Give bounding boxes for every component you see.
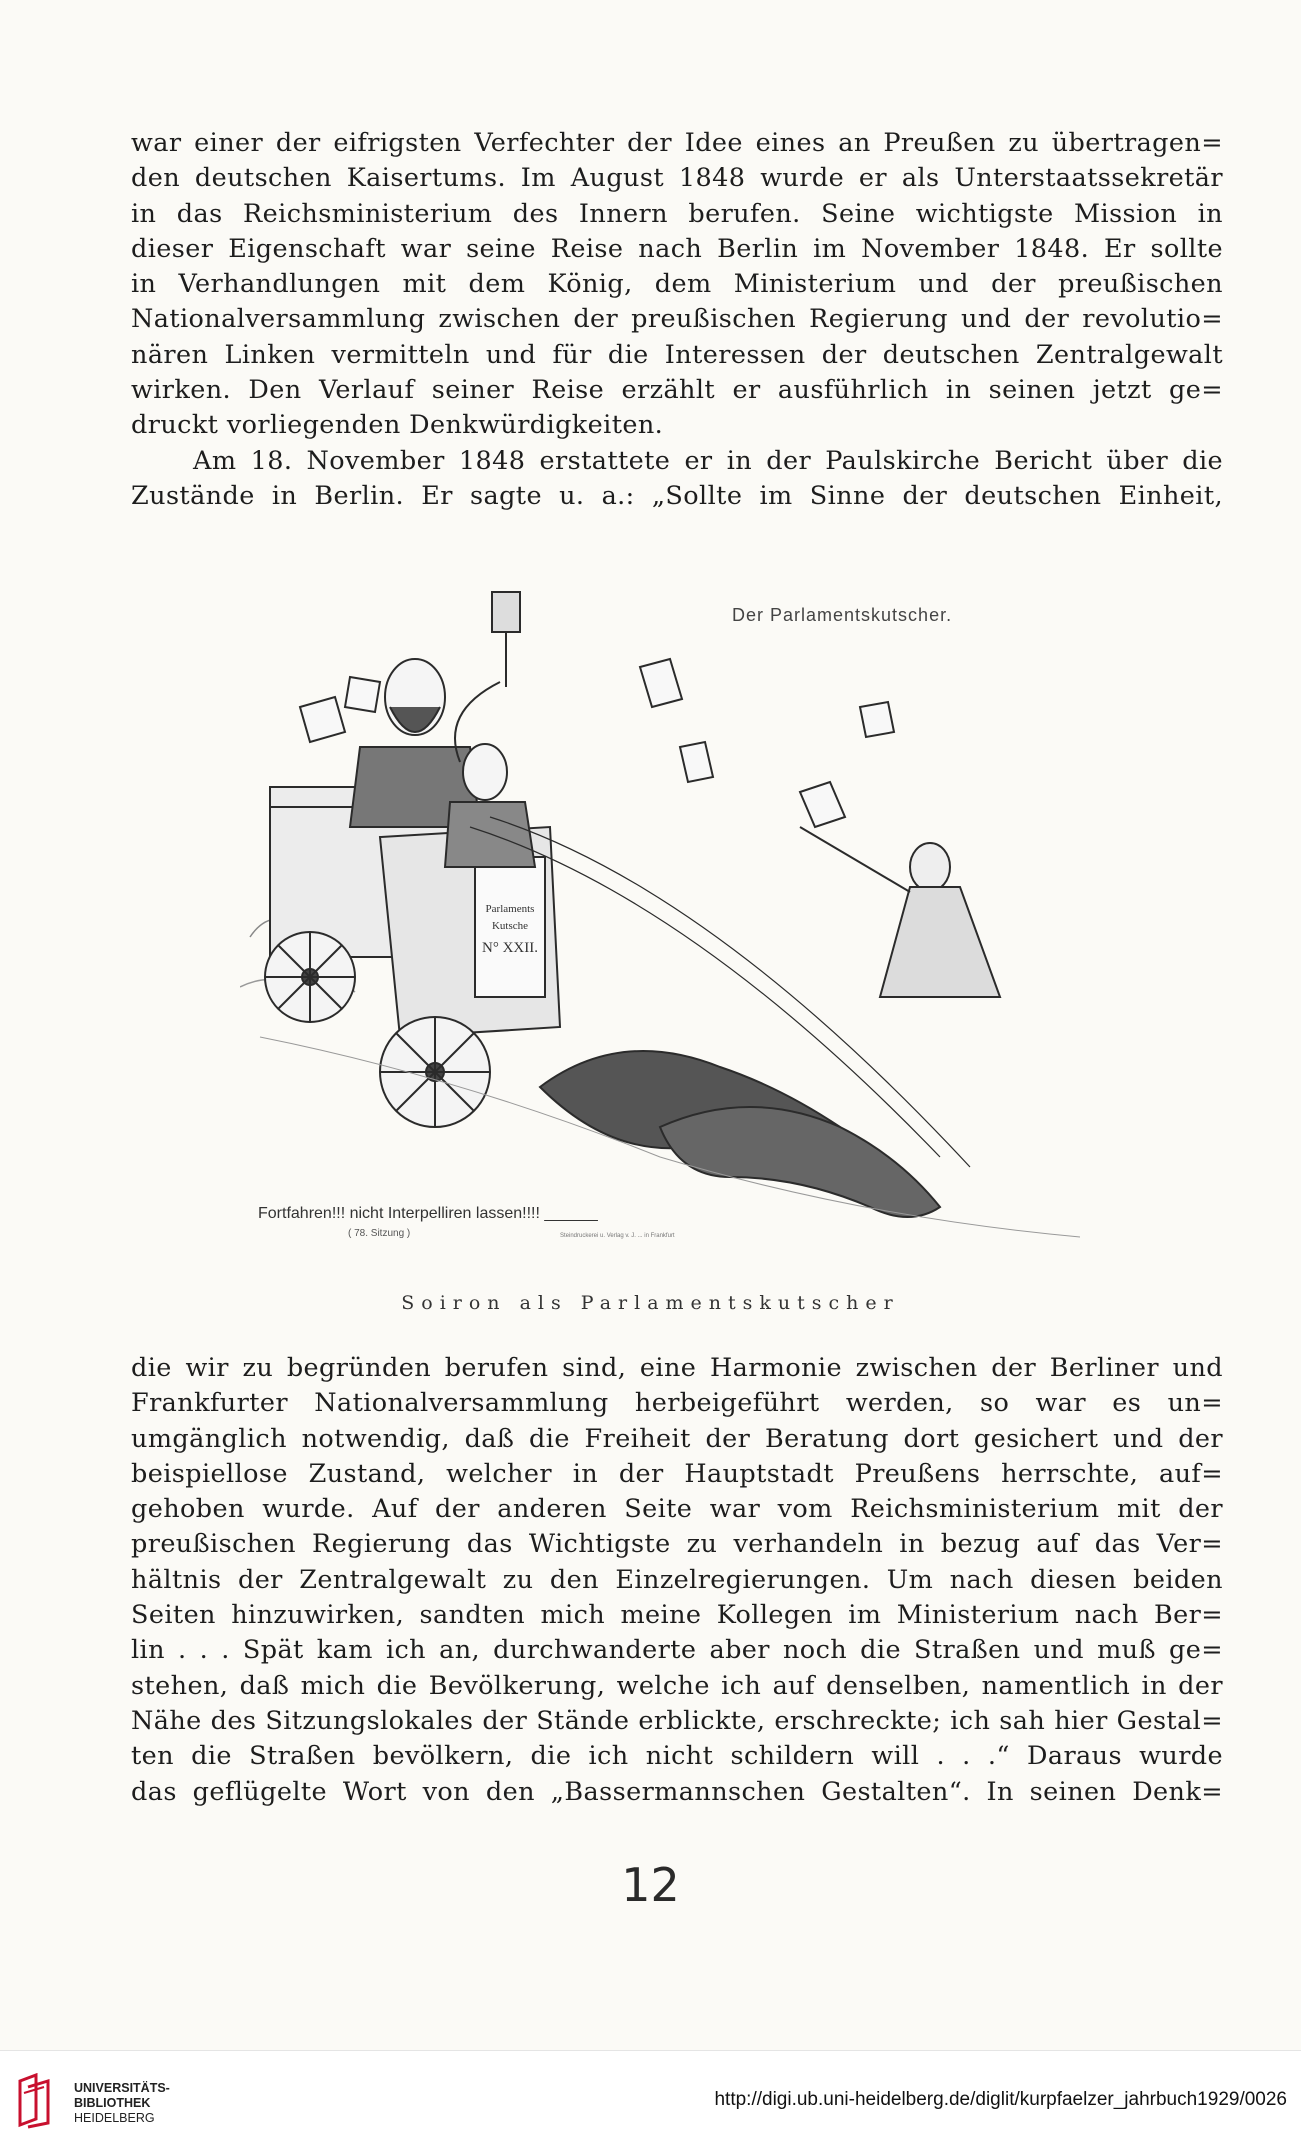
text-line: nären Linken vermitteln und für die Interessen der deutschen Zentralgewalt [131, 339, 1223, 370]
text-line: ten die Straßen bevölkern, die ich nicht schildern will . . .“ Daraus wurde [131, 1741, 1223, 1772]
coach-sign-line: Parlaments [485, 903, 535, 915]
figure-caption: Soiron als Parlamentskutscher [401, 1292, 900, 1314]
text-line: in das Reichsministerium des Innern berufen. Seine wichtigste Mission in [131, 198, 1223, 229]
text-line: beispiellose Zustand, welcher in der Hauptstadt Preußens herrschte, auf= [131, 1458, 1223, 1489]
text-line: stehen, daß mich die Bevölkerung, welche ich auf denselben, namentlich in der [131, 1670, 1223, 1701]
paragraph-1 [131, 126, 1223, 514]
source-url-link[interactable]: http://digi.ub.uni-heidelberg.de/diglit/kurpfaelzer_jahrbuch1929/0026 [714, 2089, 1287, 2110]
text-line: druckt vorliegenden Denkwürdigkeiten. [131, 410, 664, 441]
library-name-line: BIBLIOTHEK [74, 2096, 151, 2110]
library-name-line: UNIVERSITÄTS- [74, 2081, 170, 2095]
text-line: gehoben wurde. Auf der anderen Seite war vom Reichsministerium mit der [131, 1494, 1223, 1525]
text-line: den deutschen Kaisertums. Im August 1848 wurde er als Unterstaatssekretär [131, 163, 1223, 194]
text-line: Frankfurter Nationalversammlung herbeigeführt werden, so war es un= [131, 1388, 1223, 1419]
text-line: war einer der eifrigsten Verfechter der Idee eines an Preußen zu übertragen= [131, 128, 1223, 158]
text-line: wirken. Den Verlauf seiner Reise erzählt er ausführlich in seinen jetzt ge= [131, 375, 1223, 406]
illustration-imprint: Steindruckerei u. Verlag v. J. ... in Frankfurt [560, 1233, 675, 1239]
library-name [74, 2081, 170, 2126]
coach-drawing [240, 567, 1100, 1257]
text-line: Seiten hinzuwirken, sandten mich meine Kollegen im Ministerium nach Ber= [131, 1600, 1223, 1631]
illustration-subcaption: Fortfahren!!! nicht Interpelliren lassen!!!! ______ [258, 1205, 598, 1222]
text-line: lin . . . Spät kam ich an, durchwanderte aber noch die Straßen und muß ge= [131, 1635, 1223, 1666]
page-number: 12 [621, 1858, 680, 1912]
text-line: preußischen Regierung das Wichtigste zu verhandeln in bezug auf das Ver= [131, 1529, 1223, 1560]
text-line: Nationalversammlung zwischen der preußischen Regierung und der revolutio= [131, 304, 1223, 335]
text-line: Am 18. November 1848 erstattete er in der Paulskirche Bericht über die [193, 445, 1223, 476]
text-line: Zustände in Berlin. Er sagte u. a.: „Sollte im Sinne der deutschen Einheit, [131, 480, 1223, 511]
text-line: Nähe des Sitzungslokales der Stände erblickte, erschreckte; ich sah hier Gestal= [131, 1705, 1223, 1736]
coach-sign-line: Kutsche [491, 920, 529, 932]
text-line: umgänglich notwendig, daß die Freiheit der Beratung dort gesichert und der [131, 1423, 1223, 1454]
illustration-title: Der Parlamentskutscher. [732, 605, 953, 625]
library-name-line: HEIDELBERG [74, 2111, 155, 2125]
caricature-illustration [240, 567, 1100, 1257]
text-line: die wir zu begründen berufen sind, eine Harmonie zwischen der Berliner und [131, 1353, 1223, 1383]
text-line: das geflügelte Wort von den „Bassermannschen Gestalten“. In seinen Denk= [131, 1776, 1223, 1807]
illustration-session-note: ( 78. Sitzung ) [348, 1228, 411, 1239]
footer-bar [0, 2050, 1301, 2151]
text-line: dieser Eigenschaft war seine Reise nach Berlin im November 1848. Er sollte [131, 233, 1223, 264]
text-line: hältnis der Zentralgewalt zu den Einzelregierungen. Um nach diesen beiden [131, 1564, 1223, 1595]
text-line: in Verhandlungen mit dem König, dem Ministerium und der preußischen [131, 269, 1223, 300]
university-library-logo-icon [14, 2073, 56, 2129]
coach-sign-number: N° XXII. [482, 940, 538, 956]
paragraph-2 [131, 1351, 1223, 1810]
